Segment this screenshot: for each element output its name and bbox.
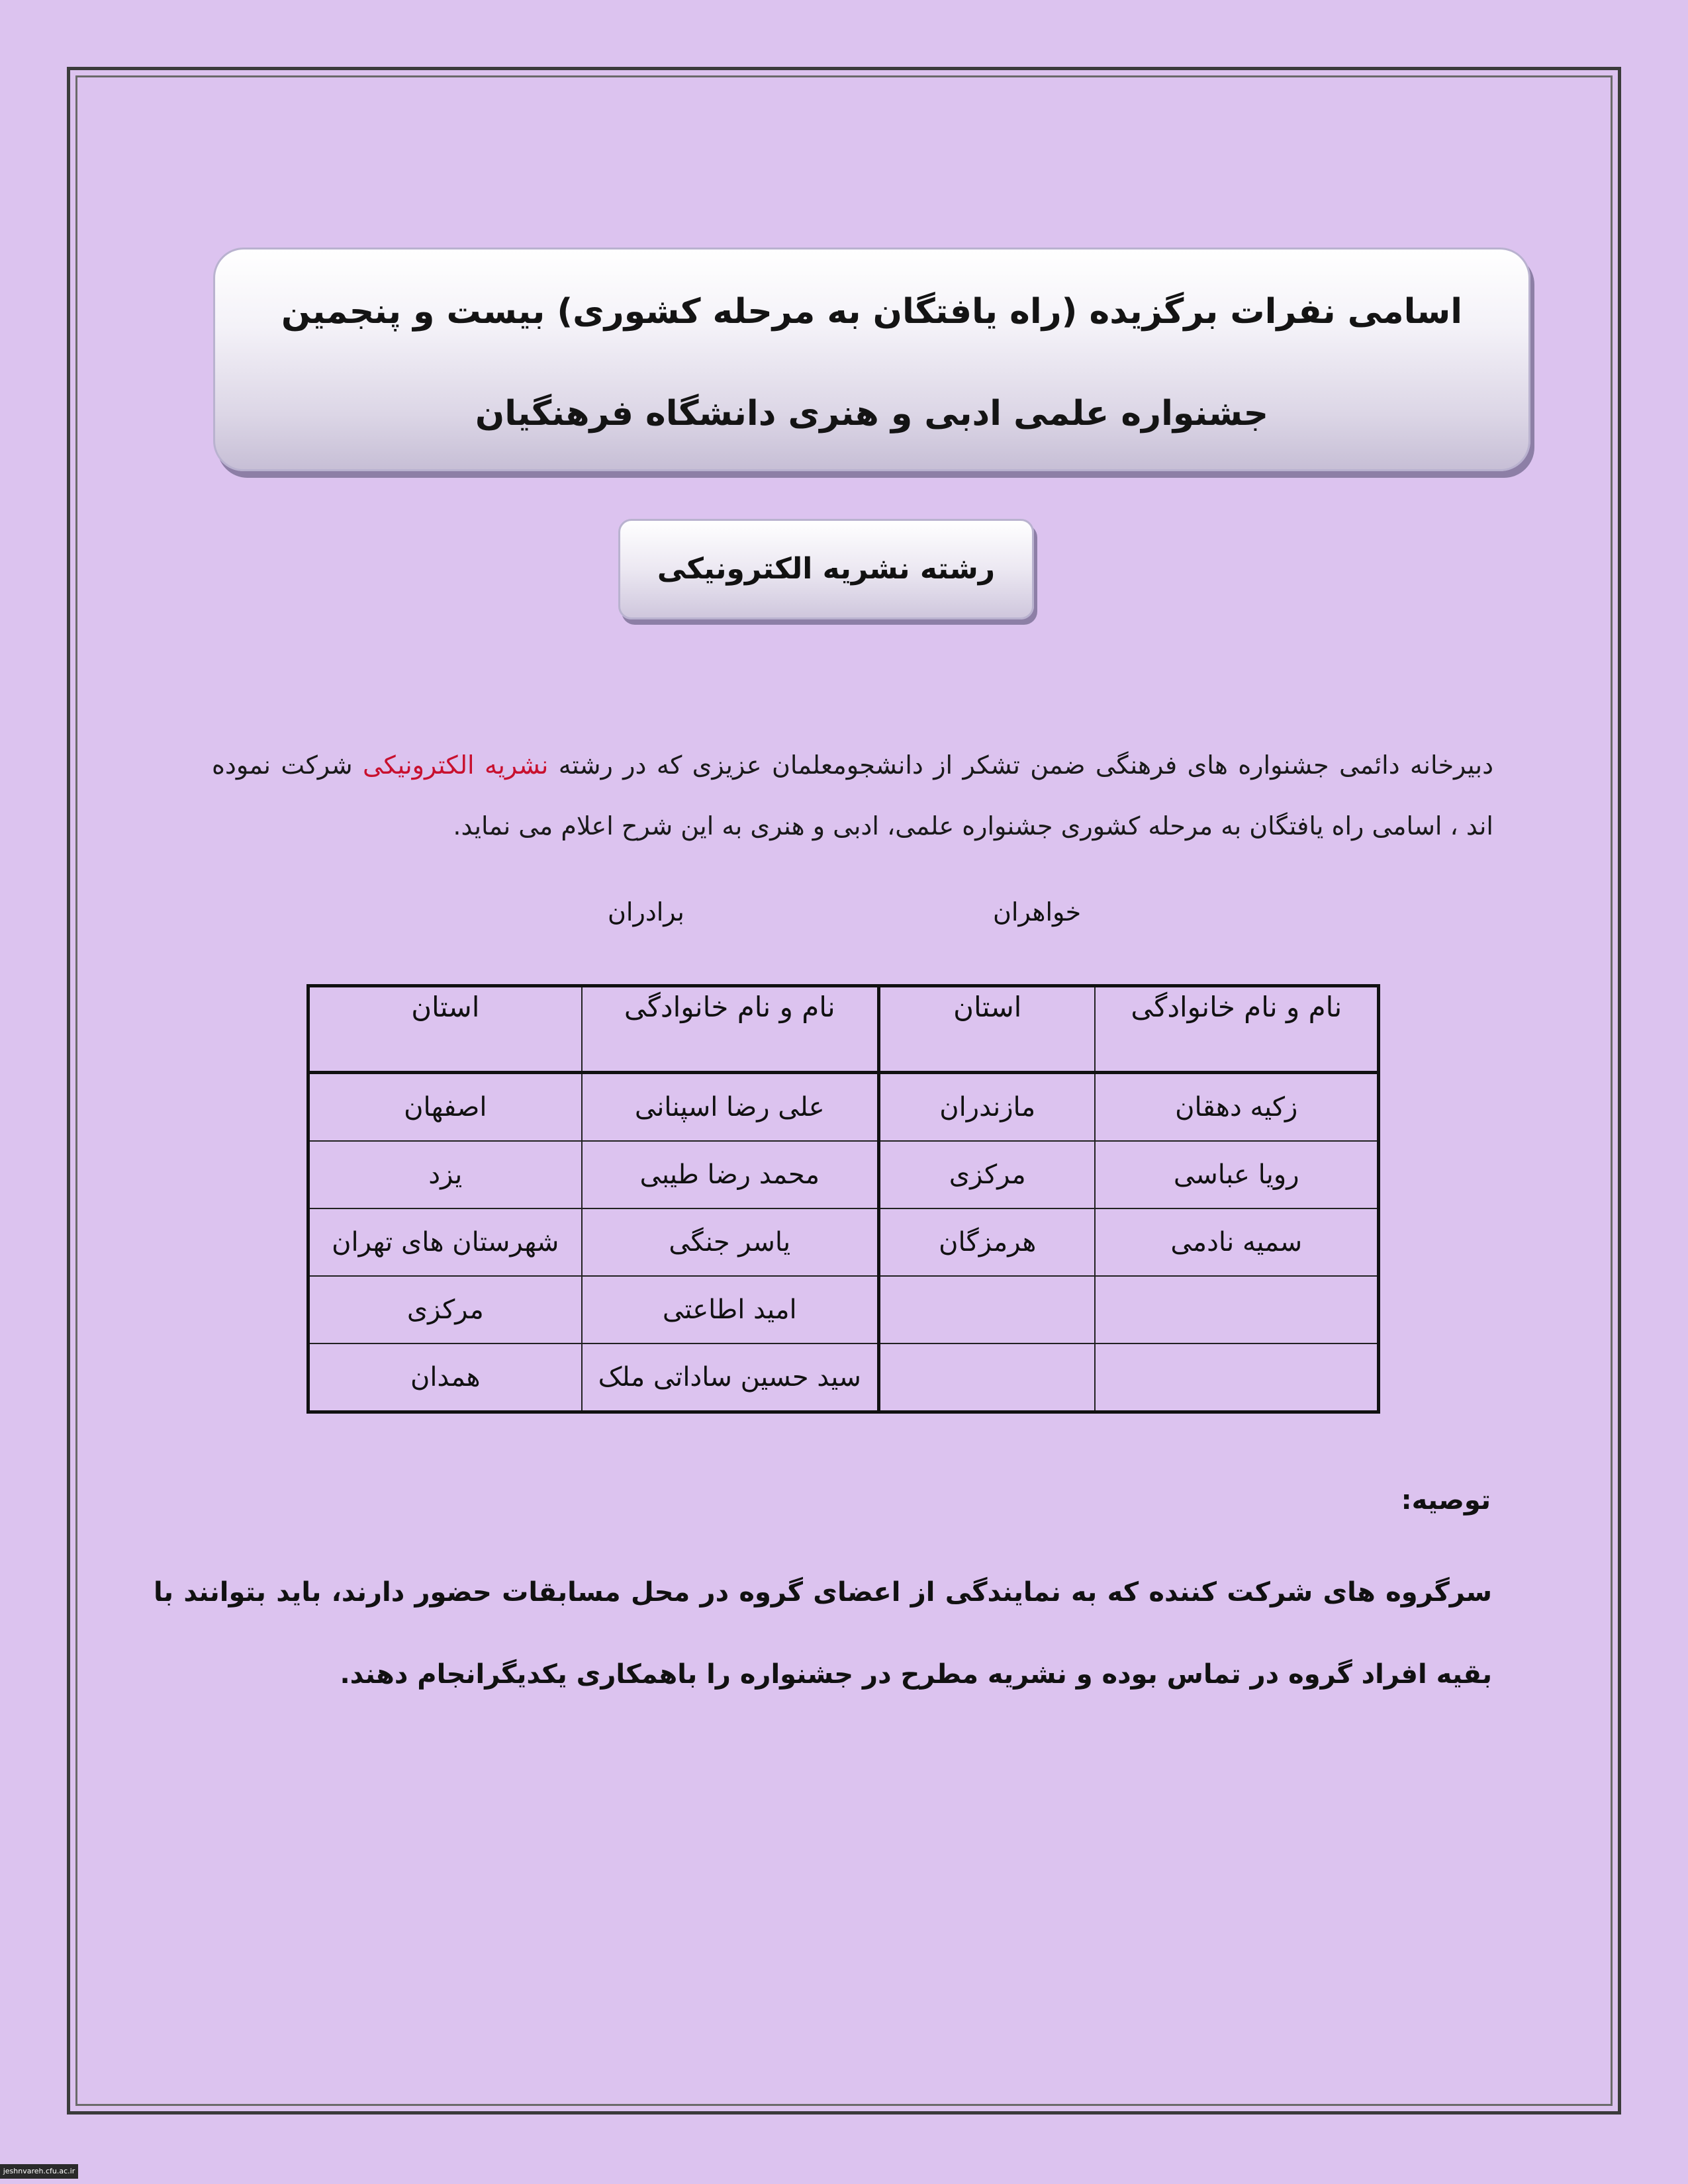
title-banner — [213, 248, 1530, 471]
title-line-1: اسامی نفرات برگزیده (راه یافتگان به مرحله کشوری) بیست و پنجمین — [281, 292, 1463, 332]
brother-province-cell: اصفهان — [308, 1073, 582, 1142]
results-table — [306, 984, 1380, 1414]
sister-province-cell: مرکزی — [878, 1141, 1095, 1208]
intro-paragraph — [212, 735, 1493, 856]
sister-province-cell: هرمزگان — [878, 1208, 1095, 1276]
site-logo: jeshnvareh.cfu.ac.ir — [0, 2164, 78, 2179]
table-header-row — [308, 986, 1379, 1073]
brother-province-cell: مرکزی — [308, 1276, 582, 1343]
sister-name-cell: سمیه نادمی — [1095, 1208, 1378, 1276]
brother-name-cell: محمد رضا طیبی — [582, 1141, 879, 1208]
sister-province-cell — [878, 1343, 1095, 1412]
sister-name-cell — [1095, 1343, 1378, 1412]
sister-name-cell: زکیه دهقان — [1095, 1073, 1378, 1142]
sister-name-cell: رویا عباسی — [1095, 1141, 1378, 1208]
brother-name-cell: امید اطاعتی — [582, 1276, 879, 1343]
brother-name-cell: یاسر جنگی — [582, 1208, 879, 1276]
recommendation-text: سرگروه های شرکت کننده که به نمایندگی از اعضای گروه در محل مسابقات حضور دارند، باید بتوانند با بقیه افراد گروه در تماس بوده و نشریه مطرح در جشنواره را باهمکاری یکدیگرانجام دهند. — [154, 1577, 1492, 1690]
table-row — [308, 1343, 1379, 1412]
recommendation-title: توصیه: — [1401, 1485, 1491, 1516]
title-line-2: جشنواره علمی ادبی و هنری دانشگاه فرهنگیان — [475, 394, 1269, 433]
category-subtitle: رشته نشریه الکترونیکی — [618, 519, 1034, 619]
intro-text-part1: دبیرخانه دائمی جشنواره های فرهنگی ضمن تشکر از دانشجومعلمان عزیزی که در رشته — [548, 751, 1493, 780]
brother-province-cell: همدان — [308, 1343, 582, 1412]
intro-highlight: نشریه الکترونیکی — [362, 751, 549, 780]
intro-text-part2: شرکت نموده اند ، اسامی راه یافتگان به مرحله کشوری جشنواره علمی، ادبی و هنری به این شرح اعلام می نماید. — [212, 751, 1493, 841]
sister-name-cell — [1095, 1276, 1378, 1343]
table-row — [308, 1276, 1379, 1343]
brothers-label: برادران — [608, 897, 684, 927]
sister-province-cell — [878, 1276, 1095, 1343]
sisters-label: خواهران — [993, 897, 1082, 927]
table-row — [308, 1073, 1379, 1142]
header-brother-province: استان — [308, 986, 582, 1073]
brother-name-cell: سید حسین ساداتی ملک — [582, 1343, 879, 1412]
header-sister-name: نام و نام خانوادگی — [1095, 986, 1378, 1073]
brother-province-cell: یزد — [308, 1141, 582, 1208]
sister-province-cell: مازندران — [878, 1073, 1095, 1142]
header-brother-name: نام و نام خانوادگی — [582, 986, 879, 1073]
brother-province-cell: شهرستان های تهران — [308, 1208, 582, 1276]
table-row — [308, 1208, 1379, 1276]
table-row — [308, 1141, 1379, 1208]
brother-name-cell: علی رضا اسپنانی — [582, 1073, 879, 1142]
header-sister-province: استان — [878, 986, 1095, 1073]
